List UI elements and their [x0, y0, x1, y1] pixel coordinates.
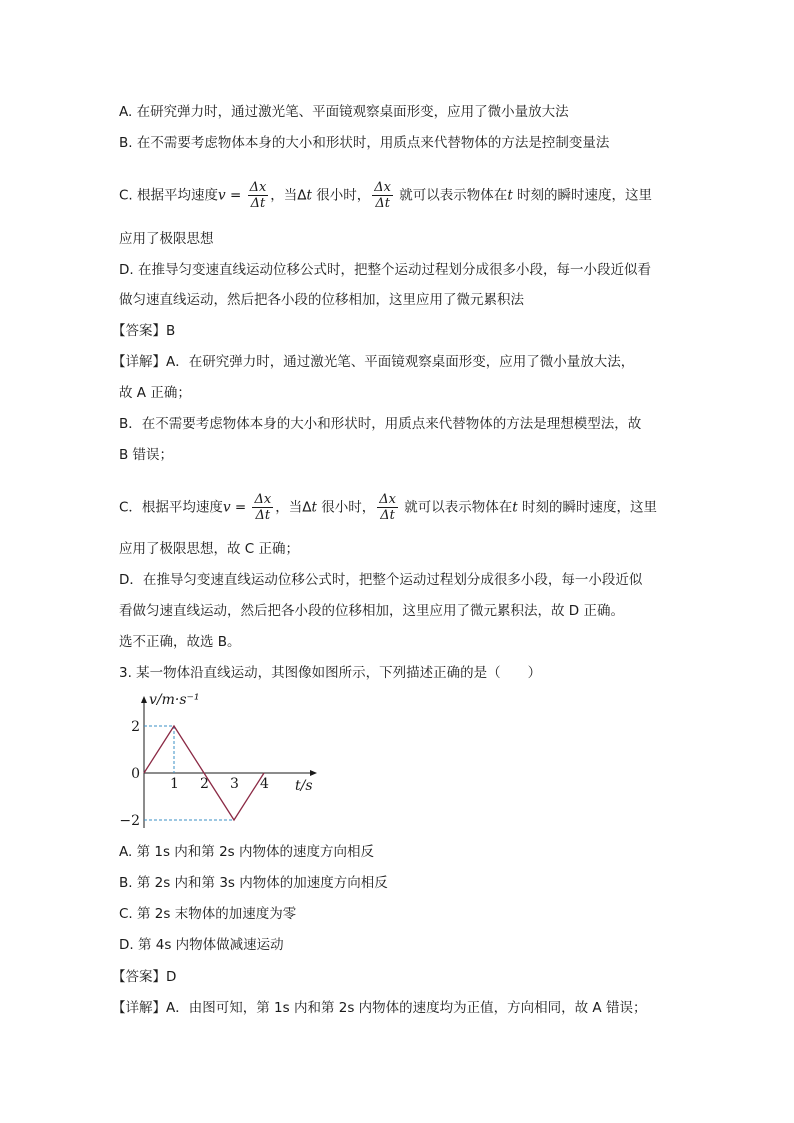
x-axis-label: t/s	[295, 778, 313, 794]
q2-option-b: B. 在不需要考虑物体本身的大小和形状时，用质点来代替物体的方法是控制变量法	[119, 135, 610, 151]
q2-explanation-d1: D．在推导匀变速直线运动位移公式时，把整个运动过程划分成很多小段，每一小段近似	[119, 572, 643, 588]
y-axis-label: v/m·s⁻¹	[149, 692, 200, 708]
y-tick-label: −2	[119, 813, 140, 829]
x-tick-label: 1	[170, 776, 179, 792]
x-tick-label: 2	[200, 776, 209, 792]
q2-explanation-a1: 【详解】A．在研究弹力时，通过激光笔、平面镜观察桌面形变，应用了微小量放大法，	[112, 354, 635, 370]
q3-option-d: D. 第 4s 内物体做减速运动	[119, 937, 284, 953]
q3-option-c: C. 第 2s 末物体的加速度为零	[119, 906, 297, 922]
q2-option-c-continued: 应用了极限思想	[119, 231, 214, 247]
x-tick-label: 4	[260, 776, 269, 792]
q2-option-a: A. 在研究弹力时，通过激光笔、平面镜观察桌面形变，应用了微小量放大法	[119, 104, 569, 120]
q2-explanation-c1: C．根据平均速度v = $\frac{\Delta x}{\Delta t}$ ，当Δt 很小时， $\frac{\Delta x}{\Delta t}$ 就可以表示物体在t 时刻的瞬时速度，这里	[119, 492, 657, 523]
q2-explanation-d2: 看做匀速直线运动，然后把各小段的位移相加，这里应用了微元累积法，故 D 正确。	[119, 603, 624, 619]
q3-option-b: B. 第 2s 内和第 3s 内物体的加速度方向相反	[119, 875, 388, 891]
y-tick-label: 0	[131, 766, 140, 782]
q2-final: 选不正确，故选 B。	[119, 634, 241, 650]
q3-answer: 【答案】D	[112, 969, 177, 985]
fraction: $\frac{\Delta x}{\Delta t}$	[374, 180, 392, 211]
velocity-time-graph	[119, 688, 323, 836]
q2-answer: 【答案】B	[112, 323, 176, 339]
q2-explanation-c2: 应用了极限思想，故 C 正确；	[119, 541, 300, 557]
y-tick-labels	[119, 719, 140, 829]
fraction: $\frac{\Delta x}{\Delta t}$	[379, 492, 396, 523]
q3-explanation-a: 【详解】A．由图可知，第 1s 内和第 2s 内物体的速度均为正值，方向相同，故 A 错误；	[112, 1000, 647, 1016]
fraction: $\frac{\Delta x}{\Delta t}$	[254, 492, 272, 523]
q3-option-a: A. 第 1s 内和第 2s 内物体的速度方向相反	[119, 844, 374, 860]
fraction: $\frac{\Delta x}{\Delta t}$	[249, 180, 267, 211]
x-tick-label: 3	[230, 776, 239, 792]
q2-explanation-a2: 故 A 正确；	[119, 385, 191, 401]
y-tick-label: 2	[131, 719, 140, 735]
q2-explanation-b2: B 错误；	[119, 447, 174, 463]
q2-option-d-line2: 做匀速直线运动，然后把各小段的位移相加，这里应用了微元累积法	[119, 292, 524, 308]
q3-stem: 3. 某一物体沿直线运动，其图像如图所示，下列描述正确的是（ ）	[119, 665, 542, 681]
q2-option-d-line1: D. 在推导匀变速直线运动位移公式时，把整个运动过程划分成很多小段，每一小段近似看	[119, 262, 651, 278]
q2-explanation-b1: B．在不需要考虑物体本身的大小和形状时，用质点来代替物体的方法是理想模型法，故	[119, 416, 642, 432]
q2-option-c: C. 根据平均速度v = $\frac{\Delta x}{\Delta t}$ ，当Δt 很小时， $\frac{\Delta x}{\Delta t}$ 就可以表示物体在t 时刻的瞬时速度，这里	[119, 180, 653, 211]
